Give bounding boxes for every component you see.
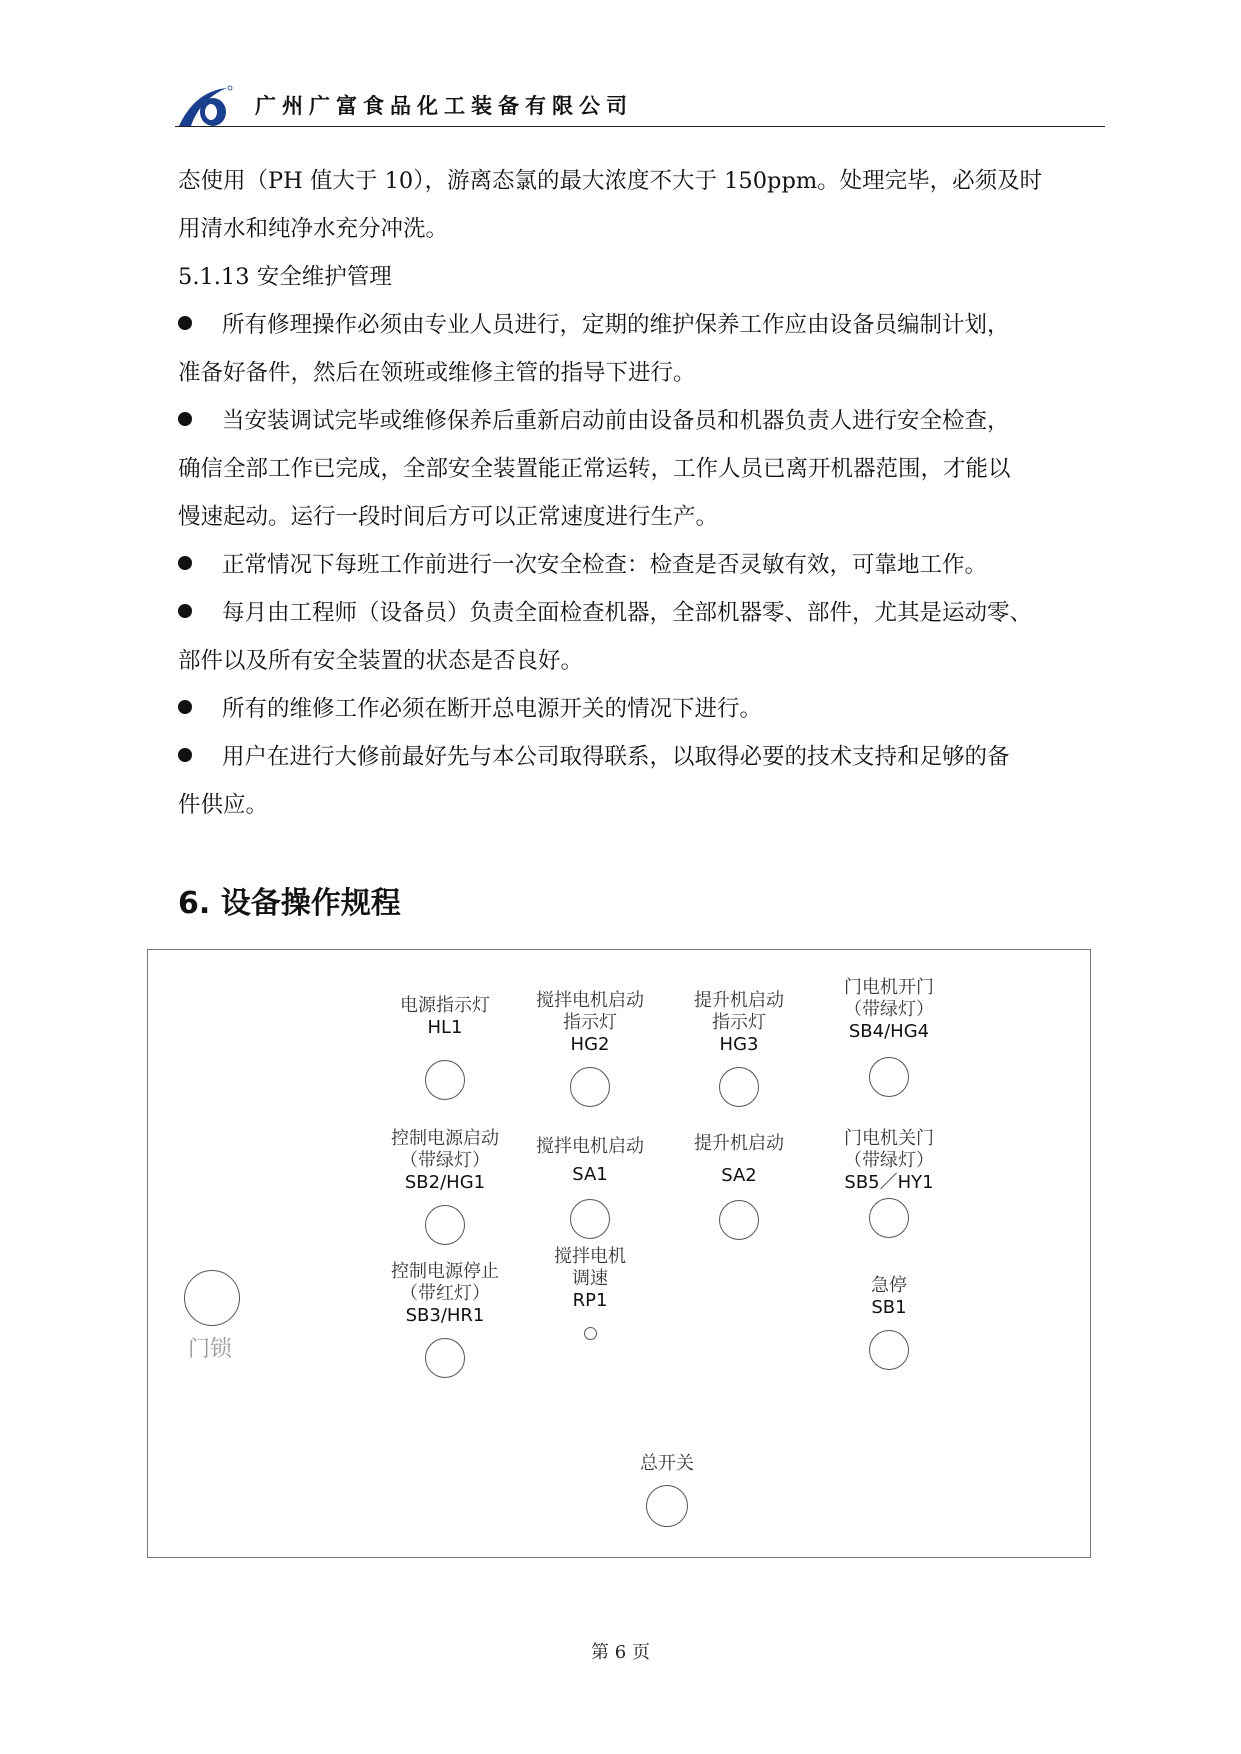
body-text xyxy=(178,157,1103,829)
header-divider xyxy=(175,126,1105,127)
bullet-icon xyxy=(178,733,222,781)
bullet-item: 所有修理操作必须由专业人员进行，定期的维护保养工作应由设备员编制计划， xyxy=(178,301,1103,349)
company-logo-icon xyxy=(175,82,235,128)
push-button-icon xyxy=(869,1198,909,1238)
bullet-item: 所有的维修工作必须在断开总电源开关的情况下进行。 xyxy=(178,685,1103,733)
bullet-continuation: 准备好备件，然后在领班或维修主管的指导下进行。 xyxy=(178,360,696,386)
door-lock-button[interactable] xyxy=(184,1270,240,1326)
indicator-lamp-icon xyxy=(425,1060,465,1100)
power-indicator-light: 电源指示灯 HL1 xyxy=(400,995,490,1100)
control-panel-diagram xyxy=(147,949,1091,1558)
bullet-continuation: 慢速起动。运行一段时间后方可以正常速度进行生产。 xyxy=(178,504,719,530)
main-switch-icon xyxy=(646,1485,688,1527)
bullet-continuation: 件供应。 xyxy=(178,792,269,818)
section-title: 6. 设备操作规程 xyxy=(178,886,401,921)
bullet-icon xyxy=(178,541,222,589)
main-power-switch[interactable]: 总开关 xyxy=(640,1453,694,1527)
indicator-lamp-icon xyxy=(570,1067,610,1107)
paragraph-line: 态使用（PH 值大于 10），游离态氯的最大浓度不大于 150ppm。处理完毕，必须及时 xyxy=(178,168,1043,194)
bullet-item: 用户在进行大修前最好先与本公司取得联系，以取得必要的技术支持和足够的备 xyxy=(178,733,1103,781)
company-name: 广州广富食品化工装备有限公司 xyxy=(255,94,633,118)
mixer-start-switch[interactable]: 搅拌电机启动 SA1 xyxy=(536,1136,644,1239)
control-power-stop-button[interactable]: 控制电源停止 （带红灯） SB3/HR1 xyxy=(391,1261,499,1378)
mixer-speed-potentiometer[interactable]: 搅拌电机 调速 RP1 xyxy=(554,1246,626,1340)
indicator-lamp-icon xyxy=(719,1067,759,1107)
door-lock-label: 门锁 xyxy=(188,1337,233,1362)
hoist-start-indicator-light: 提升机启动 指示灯 HG3 xyxy=(694,990,784,1107)
push-button-icon xyxy=(425,1338,465,1378)
mixer-start-indicator-light: 搅拌电机启动 指示灯 HG2 xyxy=(536,990,644,1107)
paragraph-line: 用清水和纯净水充分冲洗。 xyxy=(178,216,449,242)
bullet-item: 正常情况下每班工作前进行一次安全检查：检查是否灵敏有效，可靠地工作。 xyxy=(178,541,1103,589)
bullet-icon xyxy=(178,589,222,637)
push-button-icon xyxy=(425,1205,465,1245)
bullet-icon xyxy=(178,685,222,733)
subheading: 5.1.13 安全维护管理 xyxy=(178,264,392,290)
push-button-icon xyxy=(869,1330,909,1370)
selector-switch-icon xyxy=(719,1200,759,1240)
door-open-button[interactable]: 门电机开门 （带绿灯） SB4/HG4 xyxy=(844,977,934,1097)
bullet-continuation: 确信全部工作已完成，全部安全装置能正常运转，工作人员已离开机器范围，才能以 xyxy=(178,456,1011,482)
emergency-stop-button[interactable]: 急停 SB1 xyxy=(869,1275,909,1370)
push-button-icon xyxy=(869,1057,909,1097)
hoist-start-switch[interactable]: 提升机启动 SA2 xyxy=(694,1133,784,1240)
door-close-button[interactable]: 门电机关门 （带绿灯） SB5／HY1 xyxy=(844,1128,934,1238)
potentiometer-knob-icon xyxy=(584,1327,597,1340)
control-power-start-button[interactable]: 控制电源启动 （带绿灯） SB2/HG1 xyxy=(391,1128,499,1245)
bullet-icon xyxy=(178,397,222,445)
bullet-icon xyxy=(178,301,222,349)
bullet-item: 当安装调试完毕或维修保养后重新启动前由设备员和机器负责人进行安全检查， xyxy=(178,397,1103,445)
bullet-continuation: 部件以及所有安全装置的状态是否良好。 xyxy=(178,648,584,674)
bullet-item: 每月由工程师（设备员）负责全面检查机器，全部机器零、部件，尤其是运动零、 xyxy=(178,589,1103,637)
page-header xyxy=(175,82,1105,128)
selector-switch-icon xyxy=(570,1199,610,1239)
page-number: 第 6 页 xyxy=(591,1642,650,1663)
